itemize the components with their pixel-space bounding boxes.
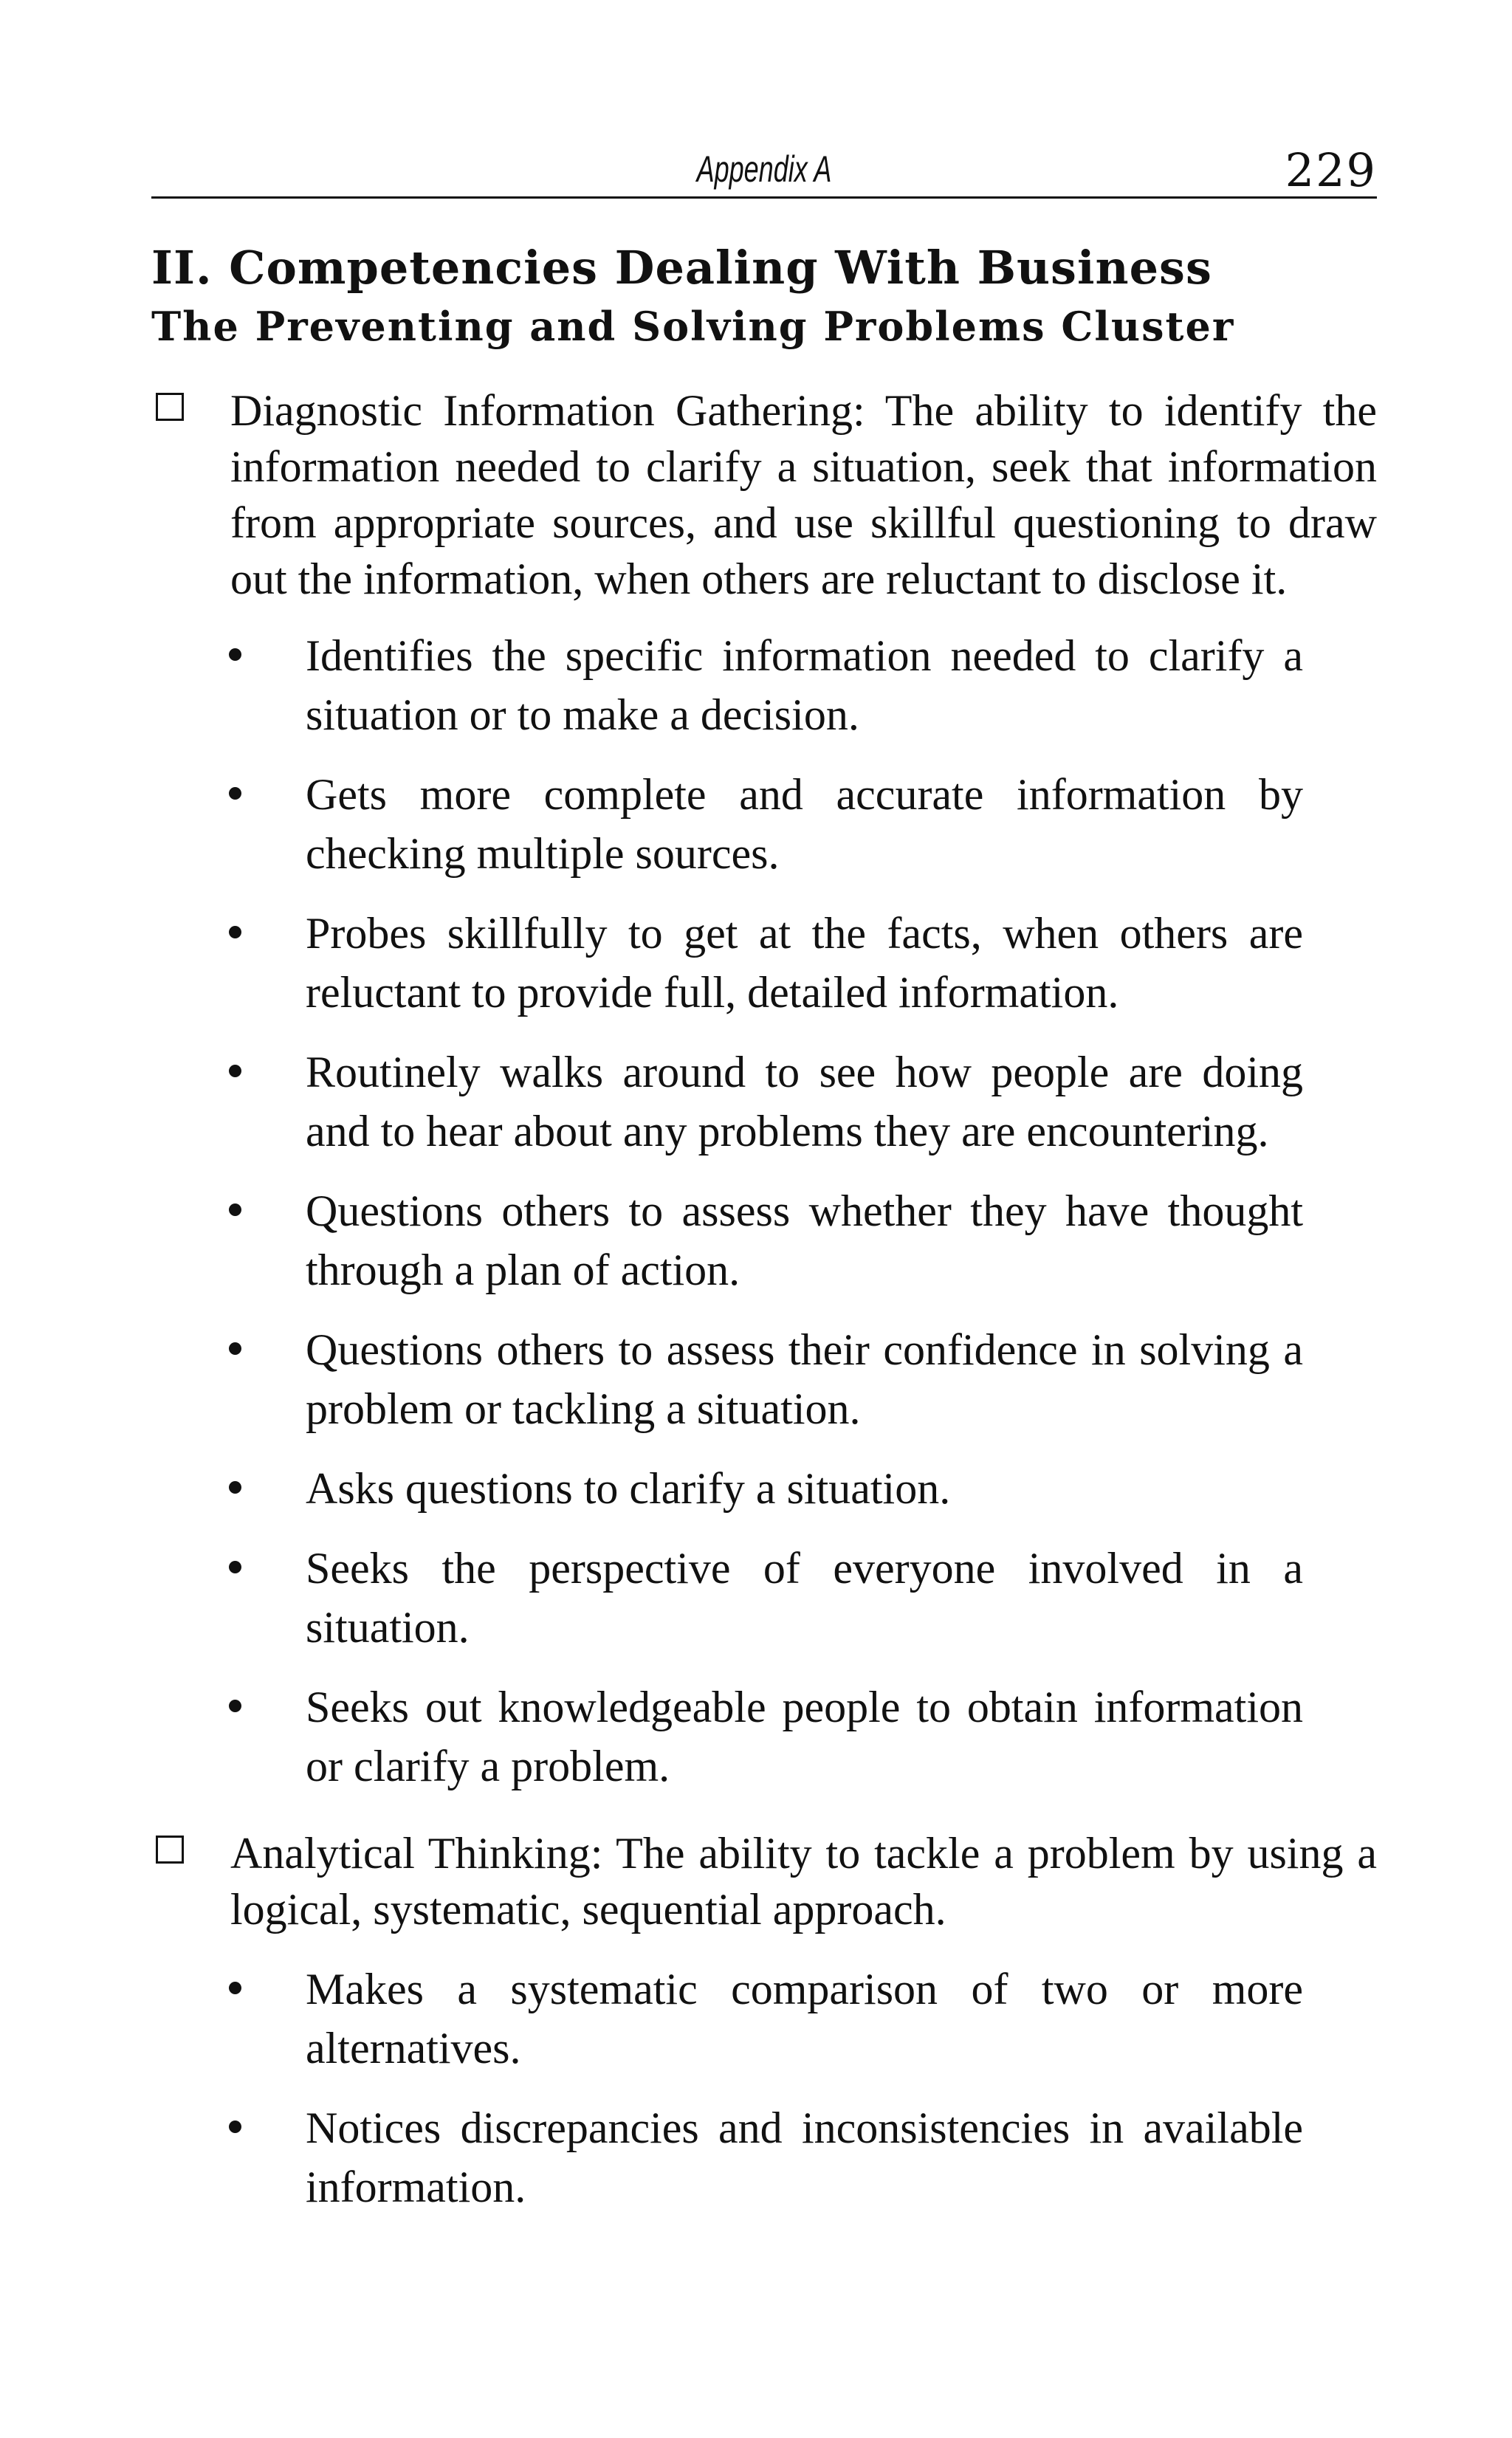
behavior-text: Probes skillfully to get at the facts, when others are reluctant to provide full, detailed information. (306, 909, 1303, 1017)
behavior-item (151, 2098, 1303, 2216)
behavior-text: Routinely walks around to see how people are doing and to hear about any problems they are encountering. (306, 1048, 1303, 1156)
behavior-item (151, 1459, 1303, 1518)
behavior-list-analytical (151, 1960, 1303, 2237)
behavior-text: Questions others to assess their confidence in solving a problem or tackling a situation. (306, 1325, 1303, 1433)
running-head-title: Appendix A (696, 148, 832, 190)
bullet-icon (229, 1700, 241, 1712)
behavior-text: Seeks the perspective of everyone involved in a situation. (306, 1544, 1303, 1652)
behavior-list-diagnostic (151, 626, 1303, 1816)
behavior-item (151, 765, 1303, 883)
bullet-icon (229, 648, 241, 661)
bullet-icon (229, 1982, 241, 1994)
page-number: 229 (1285, 143, 1377, 197)
behavior-item (151, 1320, 1303, 1438)
bullet-icon (229, 1065, 241, 1077)
competency-diagnostic-information-gathering (151, 382, 1377, 607)
behavior-item (151, 1539, 1303, 1657)
competency-analytical-thinking (151, 1825, 1377, 1937)
behavior-item (151, 1960, 1303, 2078)
behavior-text: Identifies the specific information needed to clarify a situation or to make a decision. (306, 631, 1303, 739)
bullet-icon (229, 1481, 241, 1494)
running-head (151, 140, 1377, 199)
competency-definition: Analytical Thinking: The ability to tackle a problem by using a logical, systematic, sequential approach. (230, 1829, 1377, 1934)
checkbox-icon[interactable] (156, 1836, 184, 1864)
bullet-icon (229, 787, 241, 800)
bullet-icon (229, 926, 241, 938)
behavior-item (151, 904, 1303, 1022)
behavior-item (151, 626, 1303, 744)
behavior-text: Questions others to assess whether they have thought through a plan of action. (306, 1187, 1303, 1294)
bullet-icon (229, 1561, 241, 1573)
competency-definition: Diagnostic Information Gathering: The ability to identify the information needed to clarify a situation, seek that information from appropriate sources, and use skillful questioning to draw out the information, when others are reluctant to disclose it. (230, 386, 1377, 603)
section-heading: II. Competencies Dealing With Business (151, 241, 1212, 295)
behavior-text: Notices discrepancies and inconsistencies in available information. (306, 2104, 1303, 2211)
behavior-text: Makes a systematic comparison of two or more alternatives. (306, 1965, 1303, 2073)
bullet-icon (229, 2121, 241, 2133)
behavior-item (151, 1043, 1303, 1161)
cluster-heading: The Preventing and Solving Problems Cluster (151, 303, 1235, 350)
behavior-item (151, 1678, 1303, 1796)
behavior-text: Gets more complete and accurate information by checking multiple sources. (306, 770, 1303, 878)
bullet-icon (229, 1342, 241, 1355)
behavior-item (151, 1181, 1303, 1299)
behavior-text: Asks questions to clarify a situation. (306, 1464, 951, 1513)
behavior-text: Seeks out knowledgeable people to obtain information or clarify a problem. (306, 1683, 1303, 1790)
checkbox-icon[interactable] (156, 393, 184, 421)
bullet-icon (229, 1203, 241, 1216)
